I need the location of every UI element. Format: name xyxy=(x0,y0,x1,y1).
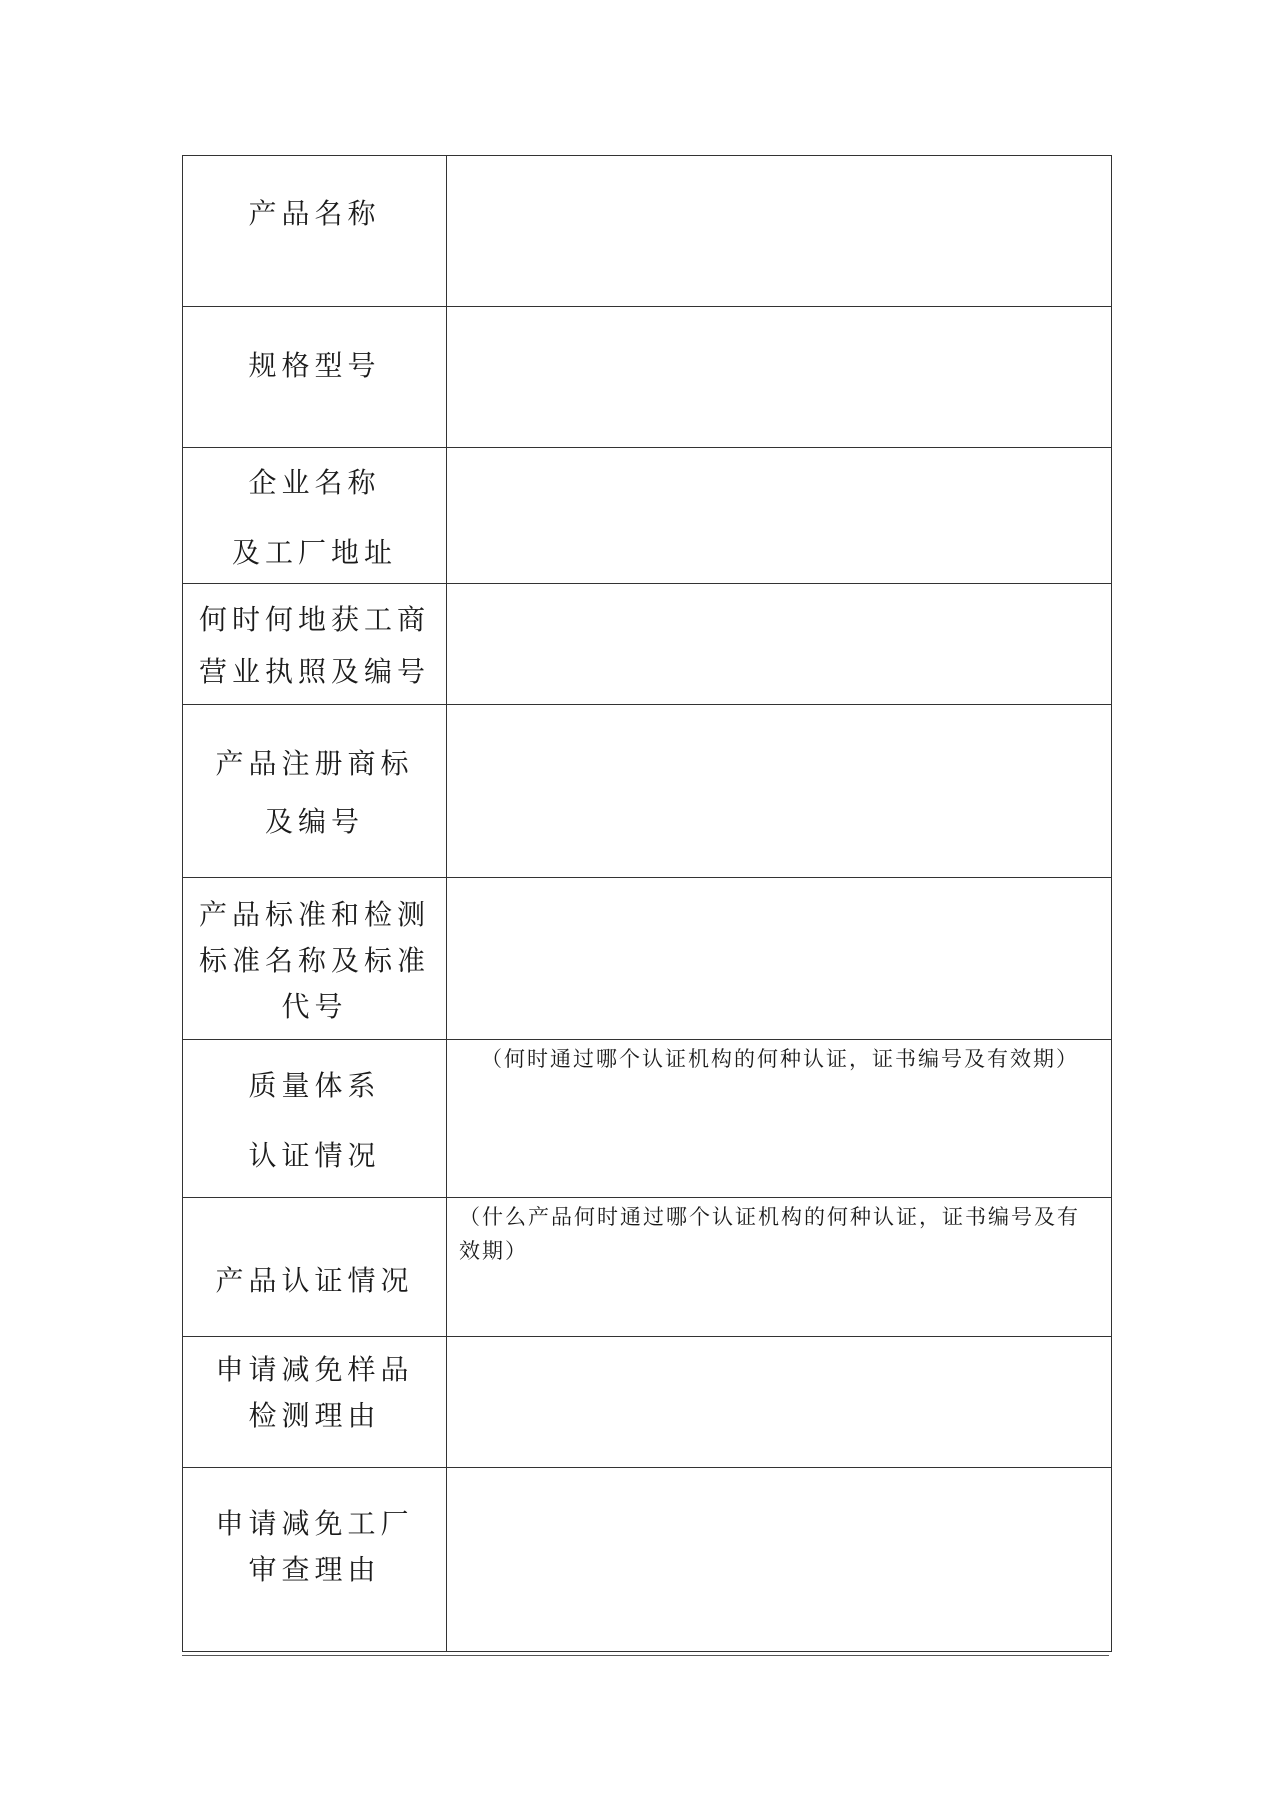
application-form-table xyxy=(182,155,1112,1652)
label-cell xyxy=(183,878,447,1040)
label-line: 及编号 xyxy=(264,805,364,838)
form-row-product-certification xyxy=(183,1198,1112,1337)
table-bottom-rule xyxy=(182,1655,1109,1656)
label-line: 审查理由 xyxy=(248,1552,381,1586)
label xyxy=(183,742,446,840)
label xyxy=(183,344,446,410)
label-line: 质量体系 xyxy=(248,1068,381,1102)
label-line: 何时何地获工商 xyxy=(198,603,430,636)
label-line: 申请减免样品 xyxy=(215,1353,414,1386)
label-line: 产品标准和检测 xyxy=(198,897,430,931)
company-address-field[interactable] xyxy=(447,448,1112,584)
label-line: 规格型号 xyxy=(248,349,381,382)
trademark-field[interactable] xyxy=(447,705,1112,878)
label xyxy=(183,1502,446,1618)
product-certification-hint: （什么产品何时通过哪个认证机构的何种认证，证书编号及有效期） xyxy=(459,1205,1080,1263)
form-row-quality-system xyxy=(183,1040,1112,1198)
product-name-field[interactable] xyxy=(447,156,1112,307)
label-line: 产品认证情况 xyxy=(215,1264,414,1297)
label-line: 申请减免工厂 xyxy=(215,1506,414,1540)
label xyxy=(183,893,446,1025)
label xyxy=(183,1348,446,1456)
label xyxy=(183,598,446,690)
product-certification-field[interactable] xyxy=(447,1198,1112,1337)
label-cell xyxy=(183,584,447,705)
label xyxy=(183,1064,446,1174)
label-line: 代号 xyxy=(281,989,348,1023)
label xyxy=(183,192,446,270)
form-row-spec-model xyxy=(183,307,1112,448)
form-row-standards xyxy=(183,878,1112,1040)
form-row-business-license xyxy=(183,584,1112,705)
label-line: 营业执照及编号 xyxy=(198,655,430,688)
label-line: 认证情况 xyxy=(248,1138,381,1172)
label-line: 企业名称 xyxy=(248,465,381,499)
label-cell xyxy=(183,307,447,448)
label-line: 检测理由 xyxy=(248,1399,381,1432)
label-line: 产品注册商标 xyxy=(215,747,414,780)
factory-exemption-field[interactable] xyxy=(447,1468,1112,1652)
quality-system-hint: （何时通过哪个认证机构的何种认证，证书编号及有效期） xyxy=(481,1047,1079,1071)
label-line: 及工厂地址 xyxy=(231,535,397,569)
form-row-company-address xyxy=(183,448,1112,584)
label xyxy=(183,461,446,571)
label xyxy=(183,1235,446,1299)
label-cell xyxy=(183,705,447,878)
form-row-sample-exemption xyxy=(183,1337,1112,1468)
business-license-field[interactable] xyxy=(447,584,1112,705)
label-cell xyxy=(183,156,447,307)
quality-system-field[interactable] xyxy=(447,1040,1112,1198)
label-cell xyxy=(183,1040,447,1198)
label-line: 标准名称及标准 xyxy=(198,943,430,977)
standards-field[interactable] xyxy=(447,878,1112,1040)
label-line: 产品名称 xyxy=(248,197,381,230)
form-row-factory-exemption xyxy=(183,1468,1112,1652)
spec-model-field[interactable] xyxy=(447,307,1112,448)
label-cell xyxy=(183,1468,447,1652)
label-cell xyxy=(183,1198,447,1337)
label-cell xyxy=(183,1337,447,1468)
label-cell xyxy=(183,448,447,584)
form-row-product-name xyxy=(183,156,1112,307)
form-row-trademark xyxy=(183,705,1112,878)
sample-exemption-field[interactable] xyxy=(447,1337,1112,1468)
